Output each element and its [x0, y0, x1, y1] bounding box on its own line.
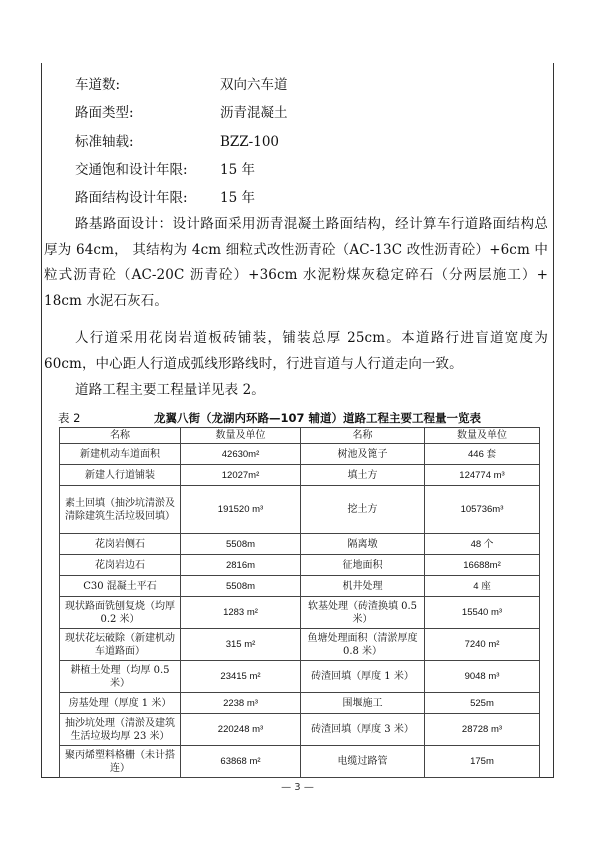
table-cell: 围堰施工: [301, 693, 425, 714]
table-cell: 4 座: [425, 576, 540, 597]
table-cell: 5508m: [181, 534, 301, 555]
table-row: [60, 465, 540, 486]
paragraph-sidewalk: 人行道采用花岗岩道板砖铺装，铺装总厚 25cm。本道路行进盲道宽度为 60cm，中心距人行道成弧线形路线时，行进盲道与人行道走向一致。: [44, 330, 548, 372]
table-cell: 220248 m³: [181, 714, 301, 746]
table-number: 表 2: [58, 411, 81, 425]
table-cell: 花岗岩边石: [60, 555, 181, 576]
table-cell: 525m: [425, 693, 540, 714]
table-cell: 9048 m³: [425, 661, 540, 693]
table-row: [60, 661, 540, 693]
table-cell: 105736m³: [425, 486, 540, 534]
table-cell: 15540 m³: [425, 597, 540, 629]
table-cell: 5508m: [181, 576, 301, 597]
table-cell: 124774 m³: [425, 465, 540, 486]
table-cell: 2816m: [181, 555, 301, 576]
table-row: [60, 576, 540, 597]
table-cell: 23415 m²: [181, 661, 301, 693]
table-cell: 树池及篦子: [301, 444, 425, 465]
param-value: 15 年: [220, 162, 255, 178]
page-number: — 3 —: [281, 782, 314, 793]
table-header-row: [60, 428, 540, 444]
table-cell: 电缆过路管: [301, 746, 425, 778]
table-cell: 鱼塘处理面积（清淤厚度 0.8 米）: [301, 629, 425, 661]
table-cell: 挖土方: [301, 486, 425, 534]
table-cell: 砖渣回填（厚度 1 米）: [301, 661, 425, 693]
table-cell: 28728 m³: [425, 714, 540, 746]
param-value: BZZ-100: [220, 134, 280, 150]
table-cell: 素土回填（抽沙坑清淤及清除建筑生活垃圾回填）: [60, 486, 181, 534]
param-pavement-type: [75, 104, 288, 122]
table-cell: 征地面积: [301, 555, 425, 576]
table-cell: 42630m²: [181, 444, 301, 465]
table-cell: 12027m²: [181, 465, 301, 486]
param-label: 路面类型:: [75, 105, 134, 121]
param-label: 标准轴载:: [75, 134, 134, 150]
table-row: [60, 714, 540, 746]
quantity-table: [59, 427, 540, 778]
table-cell: 2238 m³: [181, 693, 301, 714]
table-caption: [58, 411, 538, 425]
param-value: 沥青混凝土: [220, 105, 288, 121]
table-cell: 16688m²: [425, 555, 540, 576]
table-cell: 新建人行道铺装: [60, 465, 181, 486]
table-cell: 315 m²: [181, 629, 301, 661]
table-cell: 现状花坛破除（新建机动车道路面）: [60, 629, 181, 661]
header-cell: 名称: [301, 428, 425, 444]
table-cell: 软基处理（砖渣换填 0.5 米）: [301, 597, 425, 629]
table-cell: 现状路面铣刨复烧（均厚 0.2 米）: [60, 597, 181, 629]
header-cell: 数量及单位: [425, 428, 540, 444]
param-traffic-saturation: [75, 161, 255, 179]
table-cell: 175m: [425, 746, 540, 778]
table-cell: 新建机动车道面积: [60, 444, 181, 465]
header-cell: 数量及单位: [181, 428, 301, 444]
table-cell: 隔离墩: [301, 534, 425, 555]
table-cell: 花岗岩侧石: [60, 534, 181, 555]
param-label: 车道数:: [75, 77, 121, 93]
table-cell: 耕植土处理（均厚 0.5 米）: [60, 661, 181, 693]
table-cell: 砖渣回填（厚度 3 米）: [301, 714, 425, 746]
param-value: 双向六车道: [220, 77, 288, 93]
table-row: [60, 746, 540, 778]
table-row: [60, 555, 540, 576]
param-value: 15 年: [220, 190, 255, 206]
param-structure-design: [75, 189, 255, 207]
table-row: [60, 629, 540, 661]
param-label: 交通饱和设计年限:: [75, 162, 188, 178]
table-row: [60, 444, 540, 465]
table-cell: 446 套: [425, 444, 540, 465]
paragraph-pavement-design: 路基路面设计：设计路面采用沥青混凝土路面结构，经计算车行道路面结构总厚为 64cm， 其结构为 4cm 细粒式改性沥青砼（AC-13C 改性沥青砼）+6cm 中粒式沥青砼（AC-20C 沥青砼）+36cm 水泥粉煤灰稳定碎石（分两层施工）+ 18cm 水泥石灰石。: [44, 216, 548, 309]
table-cell: 抽沙坑处理（清淤及建筑生活垃圾均厚 23 米）: [60, 714, 181, 746]
table-cell: 48 个: [425, 534, 540, 555]
param-standard-axle: [75, 133, 280, 151]
table-cell: 1283 m²: [181, 597, 301, 629]
table-cell: 填土方: [301, 465, 425, 486]
header-cell: 名称: [60, 428, 181, 444]
table-cell: 63868 m²: [181, 746, 301, 778]
table-cell: 房基处理（厚度 1 米）: [60, 693, 181, 714]
param-label: 路面结构设计年限:: [75, 190, 188, 206]
table-cell: 机井处理: [301, 576, 425, 597]
param-lanes: [75, 76, 288, 94]
table-row: [60, 534, 540, 555]
table-cell: 聚丙烯塑料格栅（未计搭连）: [60, 746, 181, 778]
table-cell: 7240 m²: [425, 629, 540, 661]
table-cell: 191520 m³: [181, 486, 301, 534]
table-row: [60, 486, 540, 534]
paragraph-table-ref: 道路工程主要工程量详见表 2。: [75, 382, 265, 398]
table-title: 龙翼八街（龙湖内环路—107 辅道）道路工程主要工程量一览表: [154, 411, 482, 425]
table-row: [60, 597, 540, 629]
table-cell: C30 混凝土平石: [60, 576, 181, 597]
table-row: [60, 693, 540, 714]
